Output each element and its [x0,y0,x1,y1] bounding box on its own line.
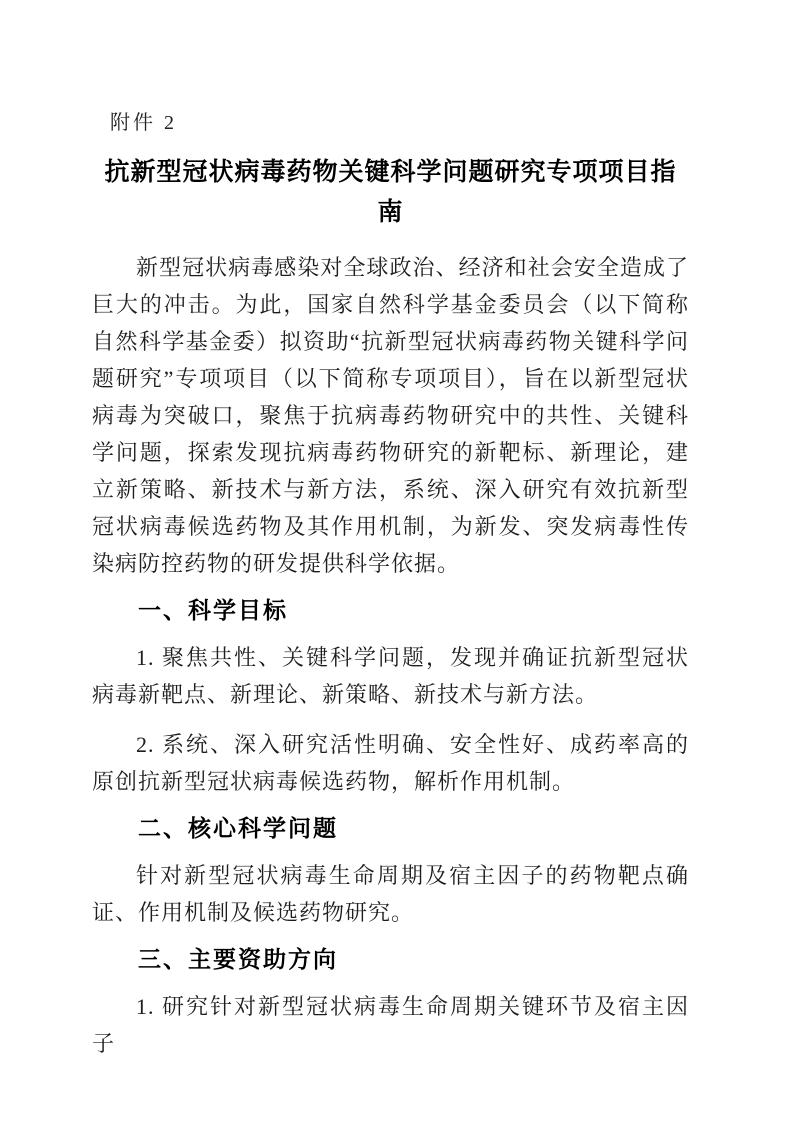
section-heading-core-scientific-questions: 二、核心科学问题 [138,816,338,842]
document-title-line2: 南 [377,199,404,226]
document-title-line1: 抗新型冠状病毒药物关键科学问题研究专项项目指 [104,159,677,186]
science-goals-item-2: 2. 系统、深入研究活性明确、安全性好、成药率高的原创抗新型冠状病毒候选药物，解析作用机制。 [92,732,689,794]
document-title [92,153,689,233]
section-heading-science-goals: 一、科学目标 [138,598,288,624]
main-funding-directions-item-1-truncated: 1. 研究针对新型冠状病毒生命周期关键环节及宿主因子 [92,994,689,1056]
section-heading-main-funding-directions: 三、主要资助方向 [138,947,338,973]
science-goals-item-1: 1. 聚焦共性、关键科学问题，发现并确证抗新型冠状病毒新靶点、新理论、新策略、新技术与新方法。 [92,645,689,707]
intro-paragraph: 新型冠状病毒感染对全球政治、经济和社会安全造成了巨大的冲击。为此，国家自然科学基金委员会（以下简称自然科学基金委）拟资助“抗新型冠状病毒药物关键科学问题研究”专项项目（以下简称专项项目），旨在以新型冠状病毒为突破口，聚焦于抗病毒药物研究中的共性、关键科学问题，探索发现抗病毒药物研究的新靶标、新理论，建立新策略、新技术与新方法，系统、深入研究有效抗新型冠状病毒候选药物及其作用机制，为新发、突发病毒性传染病防控药物的研发提供科学依据。 [92,255,689,576]
core-scientific-questions-body: 针对新型冠状病毒生命周期及宿主因子的药物靶点确证、作用机制及候选药物研究。 [92,863,689,925]
attachment-label: 附件 2 [110,112,177,134]
